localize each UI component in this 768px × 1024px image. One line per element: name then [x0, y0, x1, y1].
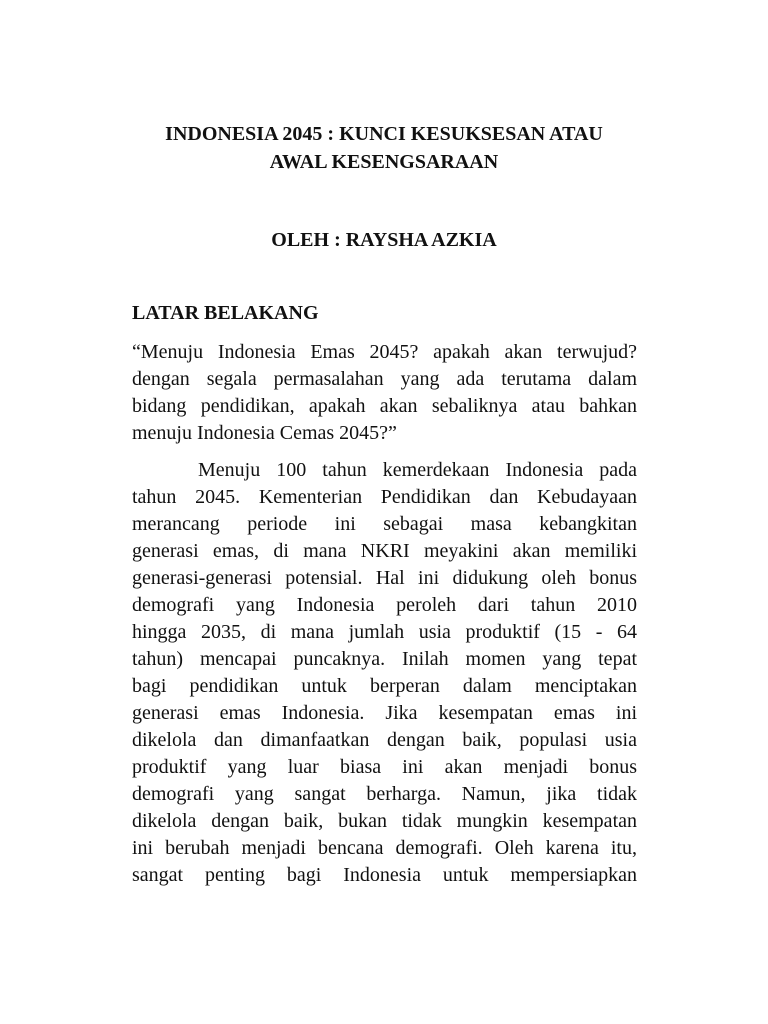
body-paragraph — [132, 457, 637, 889]
body-line: demografi yang Indonesia peroleh dari tahun 2010 — [132, 594, 637, 616]
body-line: tahun 2045. Kementerian Pendidikan dan Kebudayaan — [132, 486, 637, 508]
section-heading: LATAR BELAKANG — [132, 302, 319, 324]
body-line: merancang periode ini sebagai masa kebangkitan — [132, 513, 637, 535]
body-line: generasi emas Indonesia. Jika kesempatan emas ini — [132, 702, 637, 724]
title-line-1: INDONESIA 2045 : KUNCI KESUKSESAN ATAU — [165, 123, 603, 145]
quote-line: menuju Indonesia Cemas 2045?” — [132, 422, 397, 444]
body-line: generasi-generasi potensial. Hal ini didukung oleh bonus — [132, 567, 637, 589]
quote-line: “Menuju Indonesia Emas 2045? apakah akan terwujud? — [132, 341, 637, 363]
body-line: Menuju 100 tahun kemerdekaan Indonesia pada — [198, 459, 637, 481]
document-title — [100, 120, 668, 176]
author-byline: OLEH : RAYSHA AZKIA — [271, 229, 497, 251]
body-line: dikelola dan dimanfaatkan dengan baik, populasi usia — [132, 729, 637, 751]
body-line: bagi pendidikan untuk berperan dalam menciptakan — [132, 675, 637, 697]
quote-line: bidang pendidikan, apakah akan sebaliknya atau bahkan — [132, 395, 637, 417]
body-line: generasi emas, di mana NKRI meyakini akan memiliki — [132, 540, 637, 562]
title-line-2: AWAL KESENGSARAAN — [269, 151, 499, 173]
body-line: hingga 2035, di mana jumlah usia produktif (15 - 64 — [132, 621, 637, 643]
opening-quote — [132, 339, 637, 447]
quote-line: dengan segala permasalahan yang ada terutama dalam — [132, 368, 637, 390]
body-line: sangat penting bagi Indonesia untuk mempersiapkan — [132, 864, 637, 886]
body-line: produktif yang luar biasa ini akan menjadi bonus — [132, 756, 637, 778]
body-line: demografi yang sangat berharga. Namun, jika tidak — [132, 783, 637, 805]
body-line: ini berubah menjadi bencana demografi. Oleh karena itu, — [132, 837, 637, 859]
body-line: dikelola dengan baik, bukan tidak mungkin kesempatan — [132, 810, 637, 832]
body-line: tahun) mencapai puncaknya. Inilah momen yang tepat — [132, 648, 637, 670]
